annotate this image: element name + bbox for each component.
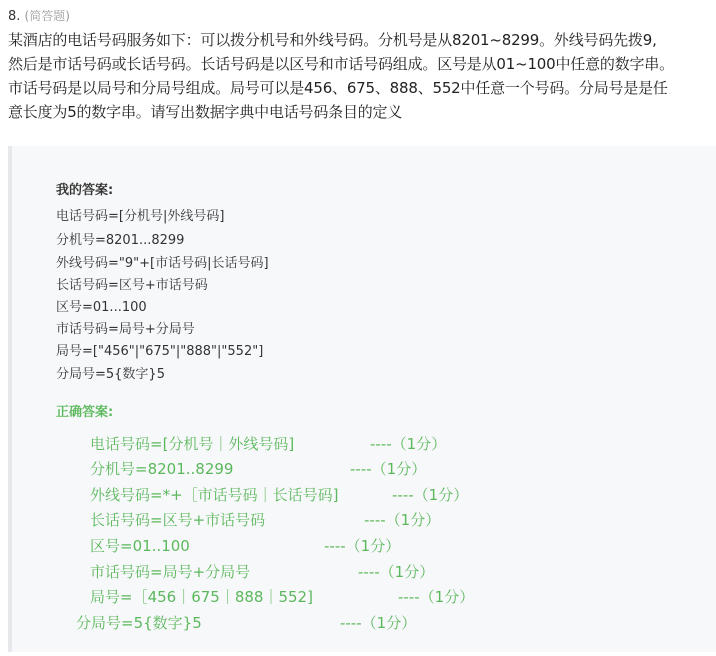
question-line: 市话号码是以局号和分局号组成。局号可以是456、675、888、552中任意一个号码。分局号是是任 xyxy=(8,79,668,97)
question-line: 意长度为5的数字串。请写出数据字典中电话号码条目的定义 xyxy=(8,103,403,121)
correct-answer-score: ----（1分） xyxy=(398,588,475,606)
correct-answer-score: ----（1分） xyxy=(358,563,435,581)
question-line: 某酒店的电话号码服务如下：可以拨分机号和外线号码。分机号是从8201~8299。外线号码先拨9, xyxy=(8,31,657,49)
correct-answer-score: ----（1分） xyxy=(370,435,447,453)
question-type: (简答题) xyxy=(24,9,70,23)
correct-answer-line: 分局号=5{数字}5 xyxy=(76,614,202,632)
question-text xyxy=(8,28,714,124)
correct-answer-line: 长话号码=区号+市话号码 xyxy=(90,511,266,529)
question-number: 8. xyxy=(8,9,21,24)
question-header xyxy=(8,6,714,27)
question-line: 然后是市话号码或长话号码。长话号码是以区号和市话号码组成。区号是从01~100中任意的数字串。 xyxy=(8,55,674,73)
correct-answer-score: ----（1分） xyxy=(340,614,417,632)
correct-answer-line: 区号=01..100 xyxy=(90,537,190,555)
correct-answer-score: ----（1分） xyxy=(350,460,427,478)
my-answer-label: 我的答案: xyxy=(56,183,114,198)
answer-panel xyxy=(8,146,716,652)
my-answer-line: 分机号=8201...8299 xyxy=(56,233,185,248)
my-answer-line: 市话号码=局号+分局号 xyxy=(56,322,195,337)
correct-answer-score: ----（1分） xyxy=(324,537,401,555)
my-answer-line: 长话号码=区号+市话号码 xyxy=(56,278,208,293)
question-block xyxy=(8,6,714,124)
correct-answer-line: 市话号码=局号+分局号 xyxy=(90,563,251,581)
correct-answer-score: ----（1分） xyxy=(364,511,441,529)
my-answer-line: 电话号码=[分机号|外线号码] xyxy=(56,209,225,224)
correct-answer-line: 电话号码=[分机号｜外线号码] xyxy=(90,435,295,453)
correct-answer-line: 分机号=8201..8299 xyxy=(90,460,234,478)
correct-answer-score: ----（1分） xyxy=(392,486,469,504)
my-answer-line: 外线号码="9"+[市话号码|长话号码] xyxy=(56,256,269,271)
correct-answer-line: 局号=［456｜675｜888｜552] xyxy=(90,588,313,606)
correct-answer-label: 正确答案: xyxy=(56,405,114,420)
correct-answer-line: 外线号码=*+［市话号码｜长话号码] xyxy=(90,486,339,504)
my-answer-line: 局号=["456"|"675"|"888"|"552"] xyxy=(56,344,264,359)
my-answer-line: 区号=01...100 xyxy=(56,300,147,315)
my-answer-line: 分局号=5{数字}5 xyxy=(56,367,165,382)
